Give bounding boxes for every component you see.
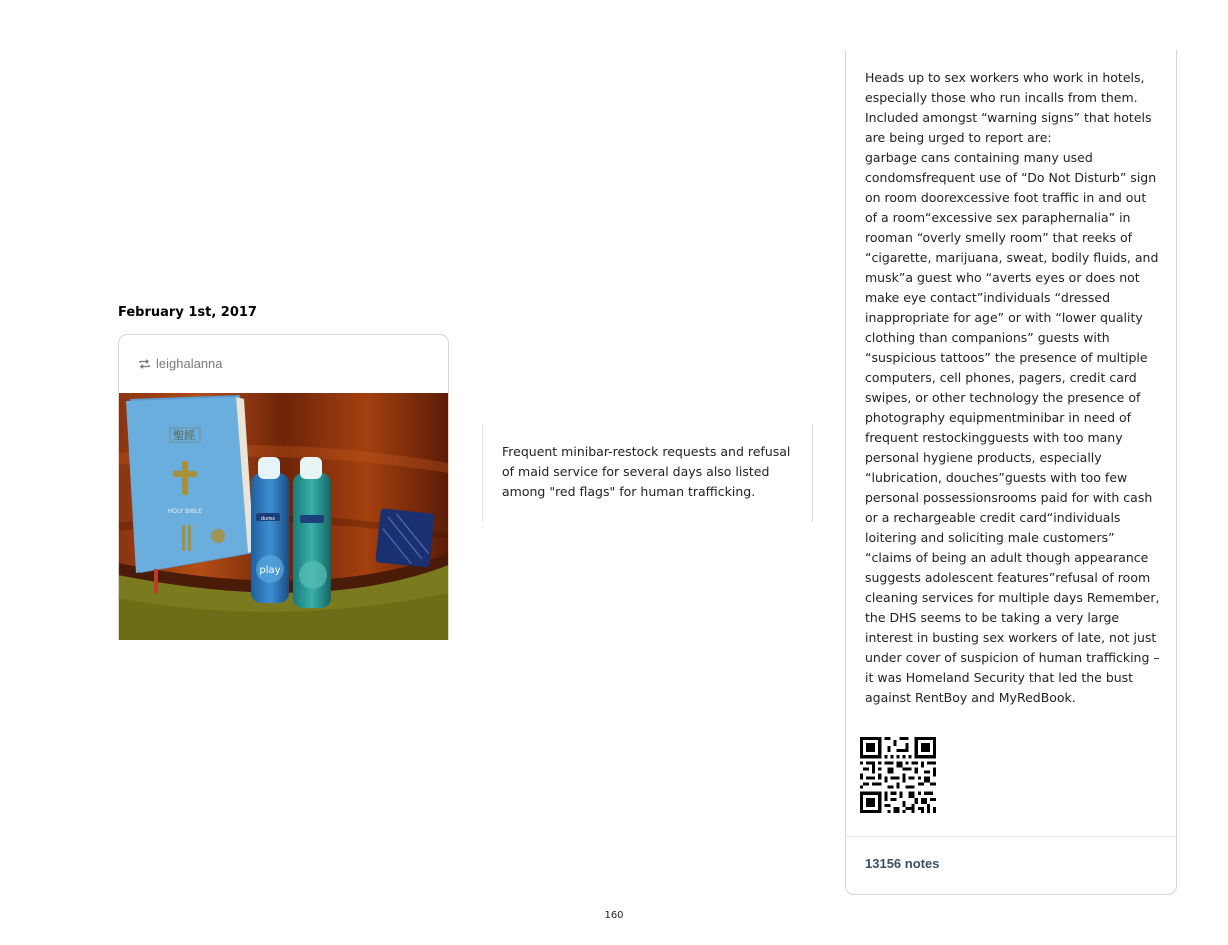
page-number: 160: [604, 910, 624, 921]
long-post-body: Heads up to sex workers who work in hotels, especially those who run incalls from them. Included amongst “warning signs” that hotels are being urged to report are: garbage cans containing many used condomsfrequent use of “Do Not Disturb” sign on room doorexcessive foot traffic in and out of a room“excessive sex paraphernalia” in rooman “overly smelly room” that reeks of “cigarette, marijuana, sweat, bodily fluids, and musk”a guest who “averts eyes or does not make eye contact”individuals “dressed inappropriate for age” or with “lower quality clothing than companions” guests with “suspicious tattoos” the presence of multiple computers, cell phones, pagers, credit card swipes, or other technology the presence of photography equipmentminibar in need of frequent restockingguests with too many personal hygiene products, especially “lubrication, douches”guests with too few personal possessionsrooms paid for with cash or a rechargeable credit card“individuals loitering and soliciting male customers” “claims of being an adult though appearance suggests adolescent features”refusal of room cleaning services for multiple days Remember, the DHS seems to be taking a very large interest in busting sex workers of late, not just under cover of suspicion of human trafficking – it was Homeland Security that led the bust against RentBoy and MyRedBook.: [865, 70, 1160, 705]
photo-of-bible-lubricant-bottles-and-condom[interactable]: [118, 393, 449, 640]
notes-count-link[interactable]: 13156 notes: [865, 856, 940, 871]
bottle-brand: durex: [260, 516, 276, 522]
bible-cover-text: 聖經: [173, 429, 195, 442]
bottle-label: play: [259, 565, 281, 576]
bible-label: HOLY BIBLE: [167, 508, 203, 515]
photo-post-card: [118, 334, 449, 640]
qr-code-icon[interactable]: [860, 737, 936, 813]
reblogged-from-username[interactable]: leighalanna: [156, 356, 223, 371]
notes-divider: [846, 836, 1176, 837]
long-text-post-card: [845, 50, 1177, 895]
text-post-body: Frequent minibar-restock requests and refusal of maid service for several days also listed among "red flags" for human trafficking.: [502, 444, 791, 499]
text-post-card: [482, 424, 813, 522]
reblog-attribution[interactable]: [138, 356, 223, 371]
post-date: February 1st, 2017: [118, 305, 257, 320]
reblog-icon: [138, 359, 151, 369]
